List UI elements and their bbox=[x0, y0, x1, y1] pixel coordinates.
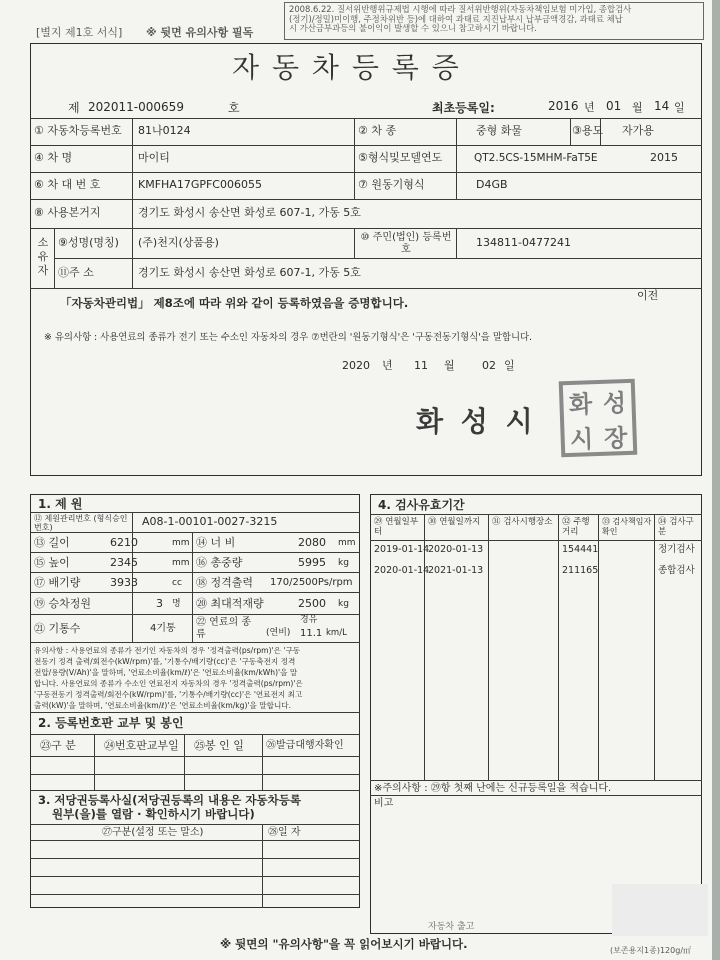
notice-line: 시 가산금부과등의 불이익이 발생할 수 있으니 참고하시기 바랍니다. bbox=[289, 23, 537, 34]
inspection-caution: ※주의사항 : ㉙항 첫째 난에는 신규등록일을 적습니다. bbox=[374, 783, 612, 794]
spec-label-gross-weight: ⑯ 총중량 bbox=[196, 556, 243, 569]
notice-line: 2008.6.22. 질서위반행위규제법 시행에 따라 질서위반행위(자동차책임보험 미가입, 종합검사 bbox=[289, 4, 632, 14]
field-value-reg-number: 81나0124 bbox=[138, 124, 191, 137]
note-line: 출력(kW)'을 말하며, '연료소비율(km/ℓ)'은 '연료소비율(km/kg)'을 말합니다. bbox=[34, 701, 292, 710]
inspection-cell-type: 종합검사 bbox=[658, 565, 695, 576]
certify-note: ※ 유의사항 : 사용연료의 종류가 전기 또는 수소인 자동차의 경우 ⑦번란의 '원동기형식'은 '구동전동기형식'을 말합니다. bbox=[44, 332, 533, 343]
plate-col-category: ㉓구 분 bbox=[40, 739, 76, 752]
spec-value-cylinders: 4기통 bbox=[150, 623, 176, 634]
field-value-usage: 자가용 bbox=[622, 124, 654, 137]
spec-unit: mm bbox=[172, 538, 190, 548]
spec-value-rated-power: 170/2500Ps/rpm bbox=[270, 577, 353, 588]
spec-label-length: ⑬ 길이 bbox=[34, 536, 70, 549]
field-label-reg-number: ① 자동차등록번호 bbox=[34, 124, 122, 137]
field-value-vehicle-class: 중형 화물 bbox=[476, 124, 523, 137]
spec-label-rated-power: ⑱ 정격출력 bbox=[196, 576, 254, 589]
inspection-cell-mileage: 211165 bbox=[562, 565, 599, 576]
footer-notice: ※ 뒷면의 "유의사항"을 꼭 읽어보시기 바랍니다. bbox=[220, 937, 468, 951]
seal-char: 성 bbox=[602, 388, 627, 418]
inspection-col-from: ㉙ 연월일부터 bbox=[374, 517, 419, 537]
plate-col-issue-date: ㉔번호판교부일 bbox=[104, 739, 179, 752]
field-value-owner-name: (주)천지(상품용) bbox=[138, 236, 219, 249]
spec-unit: 명 bbox=[172, 599, 181, 609]
field-label-vehicle-class: ② 차 종 bbox=[358, 124, 397, 137]
spec-unit: mm bbox=[338, 538, 356, 548]
issue-month-unit: 월 bbox=[444, 359, 455, 372]
note-line: 전압/용량(V/Ah)'을 말하며, '연료소비율(km/ℓ)'은 '연료소비율(km/kWh)'을 말 bbox=[34, 668, 298, 677]
inspection-cell-from: 2019-01-14 bbox=[374, 544, 430, 555]
spec-value-seats: 3 bbox=[156, 597, 163, 610]
back-note: ※ 뒷면 유의사항 필독 bbox=[146, 26, 254, 39]
issue-year: 2020 bbox=[342, 359, 370, 372]
first-reg-year: 2016 bbox=[548, 99, 579, 113]
reg-no: 202011-000659 bbox=[88, 100, 184, 114]
field-label-address: ⑪주 소 bbox=[58, 266, 94, 279]
field-label-owner-name: ⑨성명(명칭) bbox=[58, 236, 119, 249]
spec-label-cylinders: ㉑ 기통수 bbox=[34, 622, 81, 635]
inspection-cell-type: 정기검사 bbox=[658, 544, 695, 555]
footer-small-note: 자동차 출고 bbox=[428, 922, 475, 932]
first-reg-label: 최초등록일: bbox=[432, 101, 495, 115]
spec-value-displacement: 3933 bbox=[110, 576, 138, 589]
issue-month: 11 bbox=[414, 359, 428, 372]
field-value-model-year: 2015 bbox=[650, 151, 678, 164]
field-label-model-name: ④ 차 명 bbox=[34, 151, 73, 164]
owner-label: 소 유 자 bbox=[37, 236, 49, 277]
certify-text: 「자동차관리법」 제8조에 따라 위와 같이 등록하였음을 증명합니다. bbox=[60, 296, 409, 310]
spec-label-mgmt-no: ⑫ 제원관리번호 (형식승인번호) bbox=[34, 514, 128, 532]
reg-no-prefix: 제 bbox=[68, 101, 80, 115]
seal-char: 화 bbox=[568, 389, 593, 419]
plate-col-seal-date: ㉕봉 인 일 bbox=[194, 739, 244, 752]
field-value-vin: KMFHA17GPFC006055 bbox=[138, 178, 262, 191]
field-value-address: 경기도 화성시 송산면 화성로 607-1, 가동 5호 bbox=[138, 266, 361, 279]
inspection-cell-to: 2020-01-13 bbox=[428, 544, 484, 555]
specs-note bbox=[34, 645, 356, 711]
mortgage-col-type: ㉗구분(설정 또는 말소) bbox=[102, 827, 204, 838]
transfer-mark: 이전 bbox=[637, 289, 659, 302]
month-unit: 월 bbox=[632, 101, 643, 114]
field-label-base-location: ⑧ 사용본거지 bbox=[34, 206, 101, 219]
field-value-id-number: 134811-0477241 bbox=[476, 236, 571, 249]
inspection-cell-from: 2020-01-14 bbox=[374, 565, 430, 576]
spec-value-width: 2080 bbox=[298, 536, 326, 549]
field-label-type-year: ⑤형식및모델연도 bbox=[358, 151, 443, 164]
spec-unit: kg bbox=[338, 599, 349, 609]
inspection-col-place: ㉛ 검사시행장소 bbox=[492, 517, 553, 527]
seal-char: 장 bbox=[603, 422, 628, 453]
issue-year-unit: 년 bbox=[382, 359, 393, 372]
form-tag: [별지 제1호 서식] bbox=[36, 26, 123, 39]
field-value-model-name: 마이티 bbox=[138, 151, 170, 164]
notice-line: (정기)/정밀)미이행, 주정차위반 등)에 대하여 과태료 지진납부시 납부금액경감, 과태료 체납 bbox=[289, 13, 623, 24]
mortgage-col-date: ㉘일 자 bbox=[268, 827, 301, 838]
inspection-cell-mileage: 154441 bbox=[562, 544, 599, 555]
page-title: 자 동 차 등 록 증 bbox=[232, 51, 461, 84]
spec-label-height: ⑮ 높이 bbox=[34, 556, 70, 569]
spec-label-fuel: ㉒ 연료의 종류 bbox=[196, 617, 251, 640]
reg-no-suffix: 호 bbox=[228, 101, 240, 115]
notice-box bbox=[284, 2, 704, 40]
note-line: 합니다. 사용연료의 종류가 수소인 연료전지 자동차의 경우 '정격출력(ps/rpm)'은 bbox=[34, 679, 303, 688]
spec-value-height: 2345 bbox=[110, 556, 138, 569]
inspection-cell-to: 2021-01-13 bbox=[428, 565, 484, 576]
note-line: 전동기 정격 출력/회전수(kW/rpm)'를, '기통수/배기량(cc)'은 '구동축전지 정격 bbox=[34, 657, 296, 666]
day-unit: 일 bbox=[674, 101, 685, 114]
field-label-engine-type: ⑦ 원동기형식 bbox=[358, 178, 425, 191]
spec-value-gross-weight: 5995 bbox=[298, 556, 326, 569]
spec-label-displacement: ⑰ 배기량 bbox=[34, 576, 81, 589]
spec-unit: cc bbox=[172, 578, 182, 588]
plate-col-agent: ㉖발급대행자확인 bbox=[266, 740, 344, 751]
field-label-vin: ⑥ 차 대 번 호 bbox=[34, 178, 101, 191]
paper-spec: (보존용지1종)120g/㎡ bbox=[610, 946, 692, 955]
inspection-col-inspector: ㉝ 검사책임자확인 bbox=[602, 517, 652, 536]
spec-label-max-load: ⑳ 최대적재량 bbox=[196, 597, 264, 610]
spec-unit: kg bbox=[338, 558, 349, 568]
year-unit: 년 bbox=[584, 101, 595, 114]
mortgage-title-2: 원부(을)를 열람 · 확인하시기 바랍니다) bbox=[52, 807, 255, 821]
issuer-name: 화 성 시 bbox=[416, 405, 537, 438]
seal-char: 시 bbox=[569, 424, 594, 454]
first-reg-month: 01 bbox=[606, 99, 622, 113]
field-value-base-location: 경기도 화성시 송산면 화성로 607-1, 가동 5호 bbox=[138, 206, 361, 219]
plate-title: 2. 등록번호판 교부 및 봉인 bbox=[38, 716, 184, 730]
mortgage-title-1: 3. 저당권등록사실(저당권등록의 내용은 자동차등록 bbox=[38, 793, 301, 807]
remarks-label: 비고 bbox=[374, 798, 394, 809]
spec-label-width: ⑭ 너 비 bbox=[196, 536, 236, 549]
spec-unit: mm bbox=[172, 558, 190, 568]
field-value-type: QT2.5CS-15MHM-FaT5E bbox=[474, 152, 598, 164]
inspection-col-type: ㉞ 검사구분 bbox=[658, 517, 694, 537]
spec-value-mgmt-no: A08-1-00101-0027-3215 bbox=[142, 515, 278, 528]
spec-value-length: 6210 bbox=[110, 536, 138, 549]
issue-day-unit: 일 bbox=[504, 359, 515, 372]
inspection-col-to: ㉚ 연월일까지 bbox=[428, 517, 481, 527]
official-seal bbox=[559, 379, 638, 458]
note-line: 유의사항 : 사용연료의 종류가 전기인 자동차의 경우 '정격출력(ps/rpm)'은 '구동 bbox=[34, 646, 301, 655]
spec-value-max-load: 2500 bbox=[298, 597, 326, 610]
spec-value-fuel: 경유 bbox=[300, 615, 318, 625]
inspection-title: 4. 검사유효기간 bbox=[378, 498, 465, 512]
field-value-engine-type: D4GB bbox=[476, 178, 508, 191]
note-line: '구동전동기 정격출력/회전수(kW/rpm)'를, '기통수/배기량(cc)'은 '연료전지 최고 bbox=[34, 690, 303, 699]
specs-title: 1. 제 원 bbox=[38, 497, 83, 511]
first-reg-day: 14 bbox=[654, 99, 670, 113]
inspection-panel bbox=[370, 494, 702, 934]
spec-unit: km/L bbox=[326, 628, 347, 638]
spec-label-seats: ⑲ 승차정원 bbox=[34, 597, 92, 610]
redaction-block bbox=[612, 884, 708, 936]
spec-label-efficiency: (연비) bbox=[266, 628, 291, 638]
field-label-id-number: ⑩ 주민(법인) 등록번호 bbox=[360, 232, 452, 255]
inspection-col-mileage: ㉜ 주행거리 bbox=[562, 517, 590, 537]
issue-day: 02 bbox=[482, 359, 496, 372]
spec-value-efficiency: 11.1 bbox=[300, 628, 323, 639]
field-label-usage: ③용도 bbox=[572, 124, 604, 137]
